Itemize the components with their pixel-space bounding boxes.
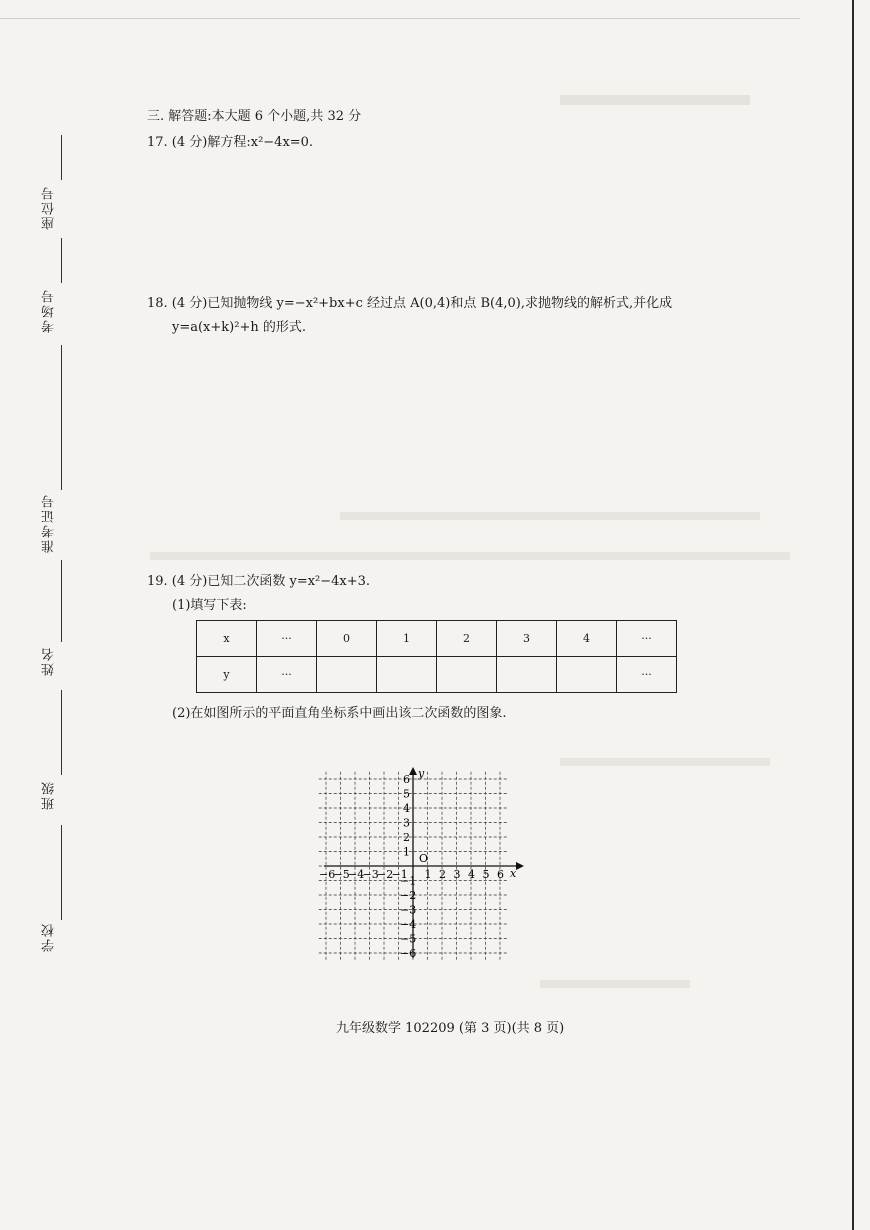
answer-cell[interactable]	[437, 657, 497, 693]
x-tick-label: −1	[391, 868, 408, 881]
side-line	[61, 238, 62, 283]
side-line	[61, 345, 62, 490]
bleed-through-mark	[150, 552, 790, 560]
bleed-through-mark	[560, 758, 770, 766]
question-19-stem: 19. (4 分)已知二次函数 y=x²−4x+3.	[147, 574, 371, 589]
question-19-part2: (2)在如图所示的平面直角坐标系中画出该二次函数的图象.	[172, 706, 507, 721]
question-17: 17. (4 分)解方程:x²−4x=0.	[147, 135, 314, 150]
table-cell: x	[197, 621, 257, 657]
bleed-through-mark	[540, 980, 690, 988]
side-line	[61, 560, 62, 642]
x-tick-label: 5	[482, 868, 490, 881]
y-axis-label: y	[418, 767, 425, 780]
x-axis-label: x	[510, 867, 517, 880]
bleed-through-mark	[560, 95, 750, 105]
y-tick-label: 6	[403, 773, 410, 786]
coordinate-grid[interactable]	[318, 766, 528, 966]
x-tick-label: 4	[468, 868, 475, 881]
y-tick-label: 1	[403, 845, 410, 859]
x-tick-label: −2	[377, 868, 394, 881]
y-axis-arrow	[409, 767, 417, 775]
y-tick-label: −5	[400, 932, 417, 946]
origin-label: O	[419, 852, 429, 865]
answer-cell[interactable]	[557, 657, 617, 693]
y-tick-label: 3	[403, 816, 410, 830]
table-cell: 4	[557, 621, 617, 657]
x-axis-arrow	[516, 862, 524, 870]
x-tick-label: −3	[362, 868, 379, 881]
table-cell: 2	[437, 621, 497, 657]
page-footer: 九年级数学 102209 (第 3 页)(共 8 页)	[336, 1021, 565, 1036]
question-19-part1: (1)填写下表:	[172, 598, 247, 613]
question-18-line2: y=a(x+k)²+h 的形式.	[172, 320, 306, 335]
side-label-room: 考场号	[42, 288, 57, 333]
page-edge-top	[0, 18, 800, 19]
side-line	[61, 135, 62, 180]
bleed-through-mark	[340, 512, 760, 520]
answer-cell[interactable]	[377, 657, 437, 693]
y-tick-label: 4	[403, 802, 410, 815]
x-tick-label: −4	[348, 868, 365, 881]
table-cell: ···	[257, 621, 317, 657]
table-cell: ···	[257, 657, 317, 693]
side-label-seat: 座位号	[42, 185, 57, 230]
y-tick-label: −6	[400, 947, 417, 960]
x-tick-label: 6	[497, 868, 504, 881]
y-tick-label: 5	[403, 787, 410, 801]
table-cell: 0	[317, 621, 377, 657]
page-edge-right	[852, 0, 854, 1230]
table-row-y	[197, 657, 677, 693]
y-tick-label: −2	[400, 889, 417, 902]
side-label-name: 姓名	[42, 646, 57, 676]
answer-cell[interactable]	[317, 657, 377, 693]
side-line	[61, 690, 62, 775]
side-line	[61, 825, 62, 920]
x-tick-label: 2	[439, 868, 446, 881]
side-label-exam-id: 准考证号	[42, 493, 57, 553]
section-title: 三. 解答题:本大题 6 个小题,共 32 分	[147, 109, 362, 124]
question-18-line1: 18. (4 分)已知抛物线 y=−x²+bx+c 经过点 A(0,4)和点 B(4,0),求抛物线的解析式,并化成	[147, 296, 673, 311]
table-row-x	[197, 621, 677, 657]
table-cell: ···	[617, 657, 677, 693]
table-cell: ···	[617, 621, 677, 657]
table-cell: 3	[497, 621, 557, 657]
y-tick-label: −4	[400, 918, 417, 931]
axes	[324, 767, 524, 958]
answer-cell[interactable]	[497, 657, 557, 693]
y-tick-label: −1	[400, 874, 417, 888]
y-tick-label: 2	[403, 831, 410, 844]
x-tick-label: 3	[453, 868, 461, 881]
x-tick-label: −5	[333, 868, 350, 881]
x-tick-label: −6	[319, 868, 336, 881]
table-cell: y	[197, 657, 257, 693]
value-table	[196, 620, 677, 693]
y-tick-label: −3	[400, 903, 417, 917]
x-tick-label: 1	[424, 868, 432, 881]
side-label-class: 班级	[42, 780, 57, 810]
side-label-school: 学校	[42, 922, 57, 952]
table-cell: 1	[377, 621, 437, 657]
